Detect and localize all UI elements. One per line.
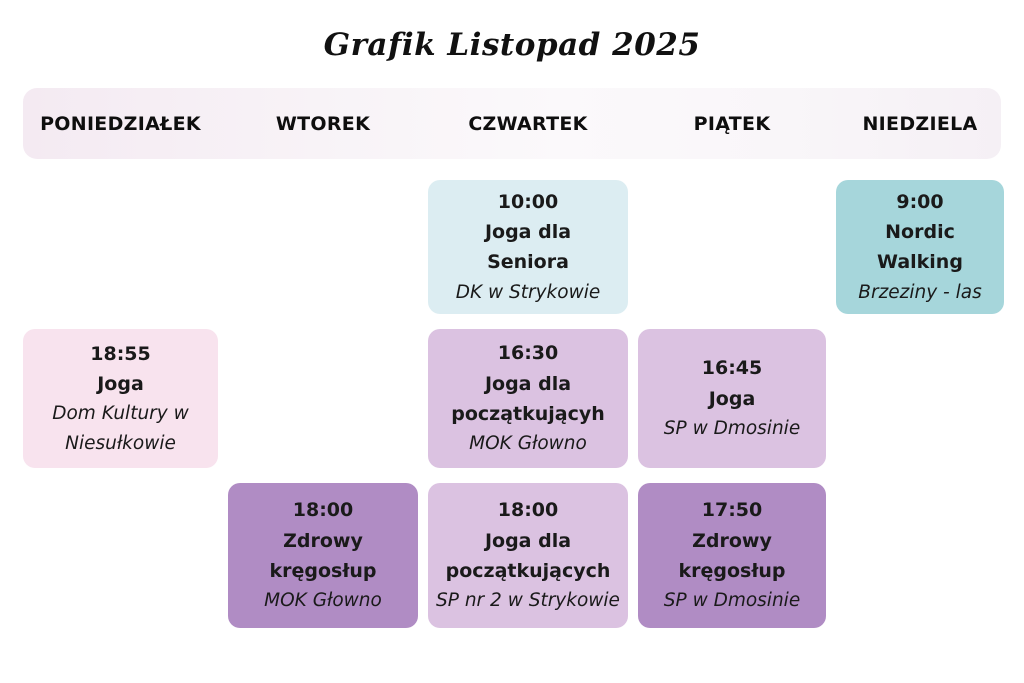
event-time: 10:00: [497, 190, 559, 213]
event-location: Brzeziny - las: [858, 281, 982, 303]
event-time: 18:00: [497, 499, 559, 522]
page-title: Grafik Listopad 2025: [323, 27, 701, 63]
day-header-wtorek: WTOREK: [275, 112, 371, 135]
event-time: 17:50: [701, 499, 763, 522]
event-time: 18:00: [292, 499, 354, 522]
event-location: SP nr 2 w Strykowie: [436, 590, 620, 612]
event-card-zdrowy-kregoslup-piatek: [638, 483, 826, 628]
event-name: Zdrowy kręgosłup: [269, 529, 377, 582]
event-name: Joga dla początkujących: [445, 529, 611, 582]
event-name: Nordic Walking: [877, 221, 963, 274]
event-location: Dom Kultury w Niesułkowie: [52, 403, 189, 454]
event-card-joga-dmosin: [638, 329, 826, 468]
event-card-joga-niesulkow: [23, 329, 218, 468]
event-card-nordic-walking: [836, 180, 1004, 314]
event-location: SP w Dmosinie: [663, 590, 801, 612]
day-header-czwartek: CZWARTEK: [468, 112, 588, 135]
event-card-joga-poczatkujacy-1800: [428, 483, 628, 628]
event-time: 18:55: [90, 342, 151, 365]
event-card-joga-dla-seniora: [428, 180, 628, 314]
event-name: Joga dla początkującyh: [451, 372, 605, 425]
event-name: Joga: [97, 372, 144, 395]
day-header-niedziela: NIEDZIELA: [862, 112, 978, 135]
event-time: 16:30: [497, 342, 559, 365]
event-time: 9:00: [896, 190, 944, 213]
day-header-piatek: PIĄTEK: [693, 112, 771, 135]
event-card-zdrowy-kregoslup-wtorek: [228, 483, 418, 628]
event-location: MOK Głowno: [469, 433, 587, 455]
schedule-grid: [23, 180, 1001, 628]
day-header-poniedzialek: PONIEDZIAŁEK: [40, 112, 201, 135]
event-location: MOK Głowno: [264, 590, 382, 612]
event-name: Zdrowy kręgosłup: [678, 529, 786, 582]
event-location: SP w Dmosinie: [663, 418, 801, 440]
event-name: Joga: [708, 387, 756, 410]
event-time: 16:45: [701, 357, 763, 380]
schedule-poster: [0, 27, 1024, 683]
event-name: Joga dla Seniora: [484, 221, 572, 274]
day-header-row: [23, 88, 1001, 159]
event-location: DK w Strykowie: [455, 281, 601, 303]
event-card-joga-poczatkujacy-1630: [428, 329, 628, 468]
